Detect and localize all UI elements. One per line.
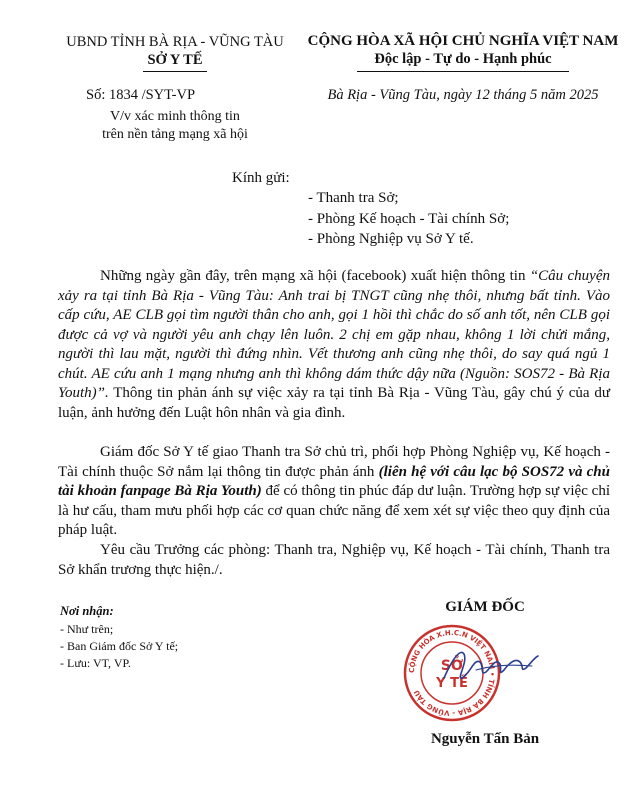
paragraph-2-intro: Giám đốc Sở Y tế giao Thanh tra Sở chủ trì, phối hợp Phòng Nghiệp vụ, Kế hoạch - Tài chính thuộc Sở nắm lại thông tin được phản ánh (58, 444, 610, 480)
subject-line-2: trên nền tảng mạng xã hội (102, 127, 248, 142)
paragraph-2-emphasis: (liên hệ với câu lạc bộ SOS72 và chủ tài khoản fanpage Bà Rịa Youth) (58, 463, 610, 499)
recipient-list (308, 188, 509, 250)
noi-nhan-item: - Lưu: VT, VP. (60, 656, 131, 670)
subject-line-1: V/v xác minh thông tin (110, 109, 240, 124)
svg-text:CỘNG HÒA X.H.C.N VIỆT NAM • TỈ: CỘNG HÒA X.H.C.N VIỆT NAM • TỈNH BÀ RỊA - VŨNG TÀU (407, 628, 497, 718)
national-motto: Độc lập - Tự do - Hạnh phúc (374, 51, 552, 67)
noi-nhan-list (60, 621, 178, 672)
agency-name: SỞ Y TẾ (147, 52, 203, 68)
agency-parent: UBND TỈNH BÀ RỊA - VŨNG TÀU (66, 34, 284, 50)
noi-nhan-item: - Như trên; (60, 622, 114, 636)
noi-nhan-item: - Ban Giám đốc Sở Y tế; (60, 639, 179, 653)
document-number: Số: 1834 /SYT-VP (86, 87, 196, 103)
noi-nhan-title: Nơi nhận: (60, 604, 114, 618)
motto-underline (357, 71, 569, 72)
recipient-item: - Phòng Kế hoạch - Tài chính Sở; (308, 210, 510, 227)
recipient-item: - Thanh tra Sở; (308, 190, 399, 206)
paragraph-1-intro: Những ngày gần đây, trên mạng xã hội (facebook) xuất hiện thông tin (100, 268, 530, 284)
paragraph-1-outro: Thông tin phản ánh sự việc xảy ra tại tỉnh Bà Rịa - Vũng Tàu, gây chú ý của dư luận, ảnh hưởng đến Luật hôn nhân và gia đình. (58, 385, 610, 421)
paragraph-1-quote: “Câu chuyện xảy ra tại tỉnh Bà Rịa - Vũng Tàu: Anh trai bị TNGT cũng nhẹ thôi, nhưng bất tỉnh. Vào cấp cứu, AE CLB gọi tìm người thân cho anh, gọi 1 hồi thì chắc do số anh tốt, nên CLB gọi được cả vợ và người yêu anh chạy lên luôn. 2 chị em gặp nhau, không 1 lời chửi mắng, người thì lau mặt, người thì đứng nhìn. Vết thương anh cũng nhẹ thôi, do say quá ngủ 1 chút. AE cứu anh 1 mạng nhưng anh thì không dám thức dậy nữa (Nguồn: SOS72 - Bà Rịa Youth)”. (58, 268, 610, 401)
paragraph-2 (58, 443, 610, 541)
agency-underline (143, 71, 207, 72)
svg-text:SỞ: SỞ (440, 658, 464, 674)
national-title: CỘNG HÒA XÃ HỘI CHỦ NGHĨA VIỆT NAM (307, 33, 619, 49)
svg-text:Y TẾ: Y TẾ (436, 676, 468, 691)
greeting: Kính gửi: (232, 170, 290, 186)
paragraph-3: Yêu cầu Trưởng các phòng: Thanh tra, Nghiệp vụ, Kế hoạch - Tài chính, Thanh tra Sở khẩn trương thực hiện./. (58, 542, 610, 578)
recipient-item: - Phòng Nghiệp vụ Sở Y tế. (308, 231, 474, 247)
subject (60, 108, 290, 144)
paragraph-2-outro: để có thông tin phúc đáp dư luận. Trường hợp sự việc chỉ là hư cấu, tham mưu phối hợp các cơ quan chức năng để xem xét sự việc theo quy định của pháp luật. (58, 483, 610, 538)
handwritten-signature-icon (440, 640, 540, 690)
signer-name: Nguyễn Tấn Bản (430, 731, 540, 747)
place-date: Bà Rịa - Vũng Tàu, ngày 12 tháng 5 năm 2025 (327, 87, 599, 103)
signer-title: GIÁM ĐỐC (445, 599, 525, 615)
paragraph-1 (58, 267, 610, 423)
